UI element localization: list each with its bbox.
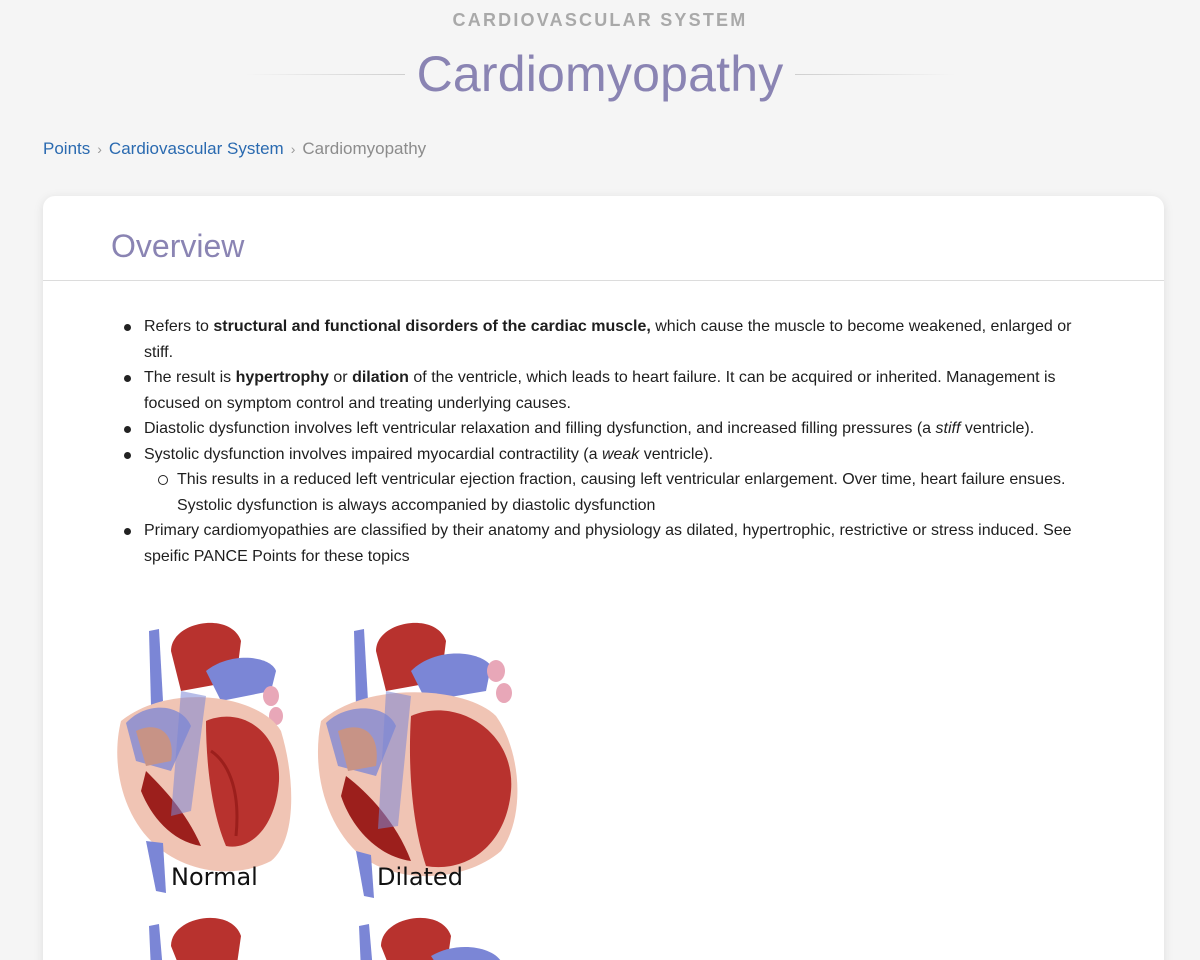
sub-list-item: This results in a reduced left ventricular ejection fraction, causing left ventricular enlargement. Over time, heart failure ensues. Systolic dysfunction is always accompanied by diastolic dysfunction bbox=[158, 467, 1083, 518]
chevron-right-icon: › bbox=[97, 141, 102, 157]
overview-header bbox=[43, 196, 1164, 281]
breadcrumb-link-points[interactable]: Points bbox=[43, 139, 91, 158]
overview-content bbox=[43, 281, 1083, 569]
overview-title: Overview bbox=[111, 228, 245, 264]
page-title: Cardiomyopathy bbox=[416, 46, 784, 102]
sub-bullet-list bbox=[158, 467, 1083, 518]
dilated-heart-label: Dilated bbox=[377, 863, 463, 891]
next-heart-illustrations-partial bbox=[111, 911, 531, 960]
list-item: Systolic dysfunction involves impaired myocardial contractility (a weak ventricle). This results in a reduced left ventricular ejection fraction, causing left ventricular enlargement. Over time, heart failure ensues. Systolic dysfunction is always accompanied by diastolic dysfunction bbox=[124, 442, 1083, 519]
normal-heart-illustration bbox=[117, 623, 291, 893]
list-item: Refers to structural and functional disorders of the cardiac muscle, which cause the muscle to become weakened, enlarged or stiff. bbox=[124, 314, 1083, 365]
chevron-right-icon: › bbox=[290, 141, 296, 157]
title-row bbox=[0, 44, 1200, 104]
category-label: CARDIOVASCULAR SYSTEM bbox=[452, 10, 748, 30]
list-item: The result is hypertrophy or dilation of the ventricle, which leads to heart failure. It can be acquired or inherited. Management is focused on symptom control and treating underlying causes. bbox=[124, 365, 1083, 416]
cardiomyopathy-heart-figure bbox=[111, 606, 531, 960]
overview-bullet-list bbox=[124, 314, 1083, 569]
breadcrumb-current: Cardiomyopathy bbox=[302, 139, 427, 158]
overview-card bbox=[43, 196, 1164, 960]
dilated-heart-illustration bbox=[318, 623, 517, 898]
list-item: Diastolic dysfunction involves left ventricular relaxation and filling dysfunction, and increased filling pressures (a stiff ventricle). bbox=[124, 416, 1083, 442]
title-divider-left bbox=[245, 74, 405, 75]
heart-illustrations bbox=[111, 606, 531, 960]
list-item: Primary cardiomyopathies are classified by their anatomy and physiology as dilated, hypertrophic, restrictive or stress induced. See speific PANCE Points for these topics bbox=[124, 518, 1083, 569]
title-divider-right bbox=[795, 74, 955, 75]
breadcrumb-link-cardiovascular-system[interactable]: Cardiovascular System bbox=[108, 139, 284, 158]
normal-heart-label: Normal bbox=[171, 863, 258, 891]
breadcrumb bbox=[43, 139, 426, 159]
